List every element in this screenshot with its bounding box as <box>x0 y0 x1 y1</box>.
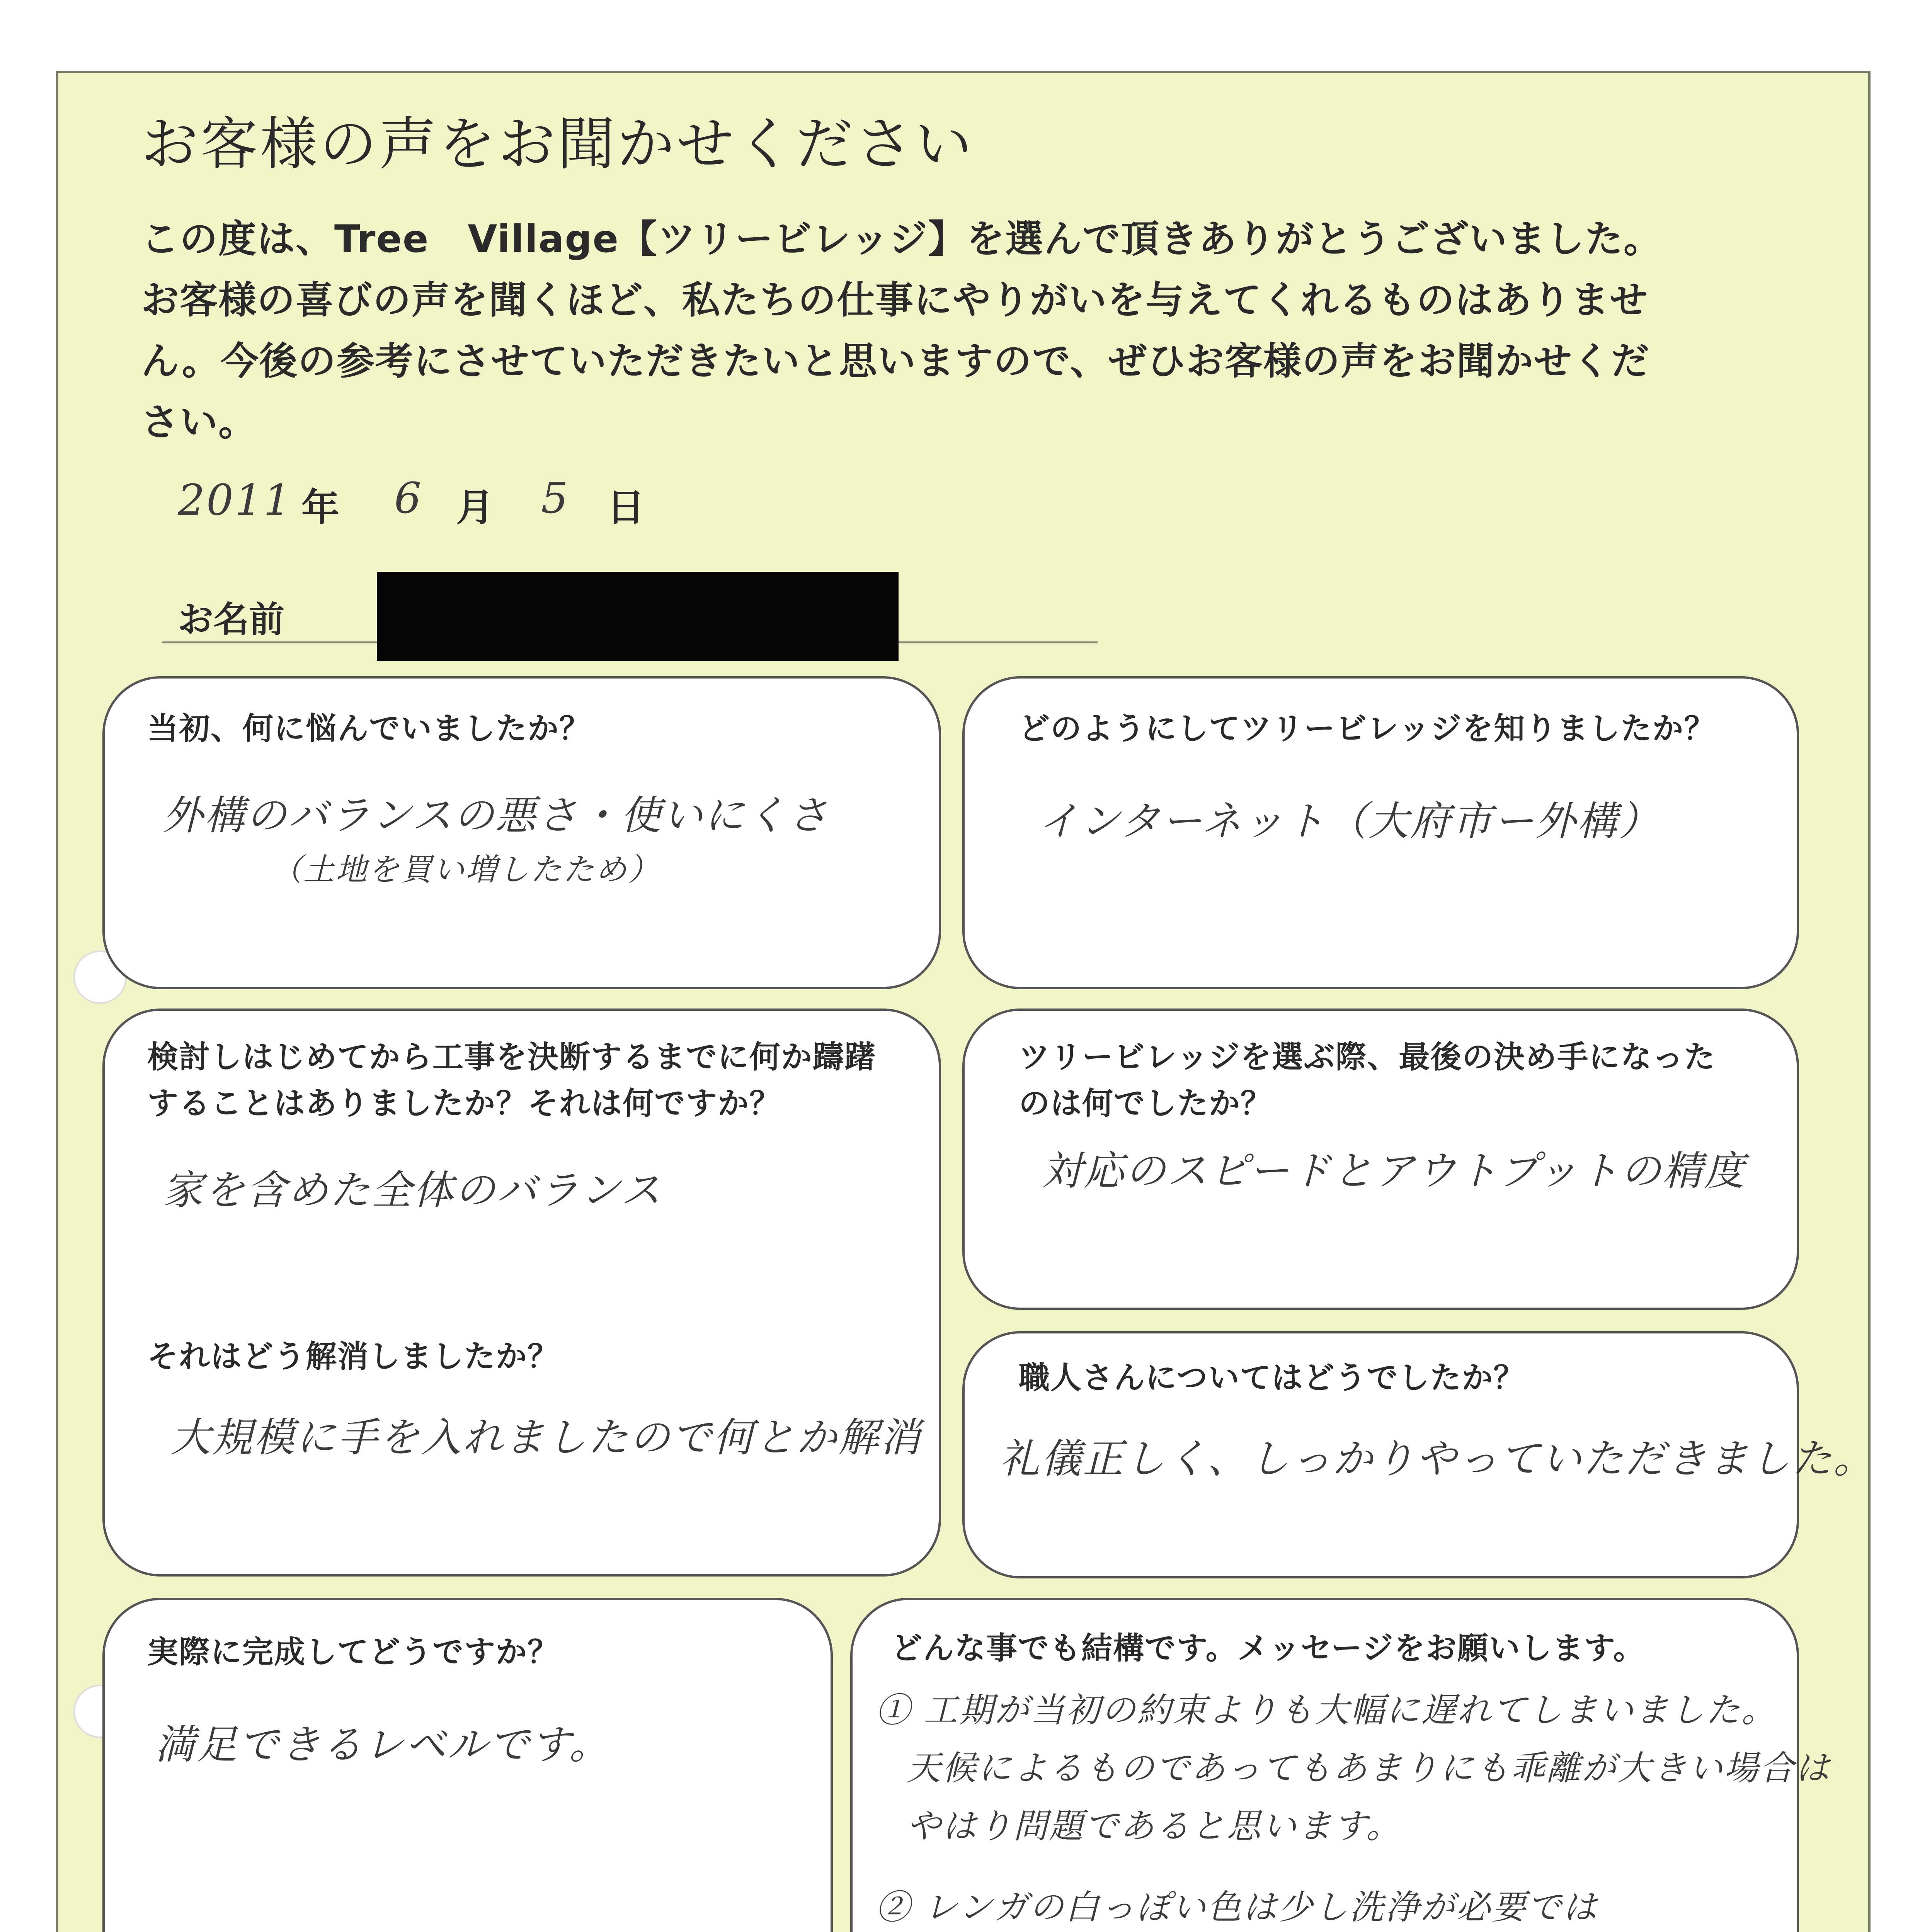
form-title: お客様の声をお聞かせください <box>141 111 974 177</box>
question-label: 職人さんについてはどうでしたか？ <box>1019 1360 1525 1396</box>
intro-line: お客様の喜びの声を聞くほど、私たちの仕事にやりがいを与えてくれるものはありませ <box>141 278 1649 322</box>
answer-text: 家を含めた全体のバランス <box>163 1167 662 1214</box>
date-month: 6 <box>394 473 423 523</box>
answer-text: 礼儀正しく、しっかりやっていただきました。 <box>999 1435 1875 1482</box>
question-label: 検討しはじめてから工事を決断するまでに何か躊躇 <box>147 1039 876 1075</box>
date-year: 2011 <box>178 475 292 525</box>
question-box-completion <box>102 1598 833 1932</box>
name-label: お名前 <box>178 599 285 640</box>
question-box-hesitation <box>102 1009 941 1577</box>
question-box-craftsmen <box>962 1331 1875 1578</box>
question-box-worries <box>102 676 941 989</box>
name-redaction <box>377 572 899 661</box>
question-box-deciding-factor <box>962 1009 1799 1310</box>
date-year-label: 年 <box>301 486 340 530</box>
question-label: 当初、何に悩んでいましたか？ <box>147 711 591 747</box>
date-day-label: 日 <box>607 486 645 530</box>
question-label: のは何でしたか？ <box>1019 1085 1272 1121</box>
question-label: することはありましたか？それは何ですか？ <box>147 1085 781 1121</box>
answer-text: （土地を買い増したため） <box>271 852 660 888</box>
question-label: どんな事でも結構です。メッセージをお願いします。 <box>891 1630 1645 1666</box>
answer-text: 対応のスピードとアウトプットの精度 <box>1042 1147 1746 1194</box>
answer-text: 満足できるレベルです。 <box>155 1721 611 1768</box>
answer-text: 天候によるものであってもあまりにも乖離が大きい場合は <box>907 1748 1831 1788</box>
question-box-how-known <box>962 676 1799 989</box>
question-box-message <box>850 1598 1831 1932</box>
intro-line: さい。 <box>141 400 257 444</box>
date-day: 5 <box>541 473 570 523</box>
question-label: ツリービレッジを選ぶ際、最後の決め手になった <box>1019 1039 1716 1075</box>
answer-text: 大規模に手を入れましたので何とか解消 <box>170 1414 922 1461</box>
answer-text: インターネット（大府市ー外構） <box>1038 798 1661 845</box>
question-label: どのようにしてツリービレッジを知りましたか？ <box>1019 711 1716 747</box>
intro-text <box>141 209 1803 453</box>
answer-text: ② レンガの白っぽい色は少し洗浄が必要では <box>876 1887 1598 1927</box>
question-label: それはどう解消しましたか？ <box>147 1338 559 1374</box>
date-month-label: 月 <box>456 486 494 530</box>
intro-line: この度は、Tree Village【ツリービレッジ】を選んで頂きありがとうございました。 <box>141 217 1663 261</box>
answer-text: ① 工期が当初の約束よりも大幅に遅れてしまいました。 <box>876 1690 1777 1730</box>
answer-text: 外構のバランスの悪さ・使いにくさ <box>163 792 829 839</box>
answer-text: やはり問題であると思います。 <box>907 1806 1402 1846</box>
question-label: 実際に完成してどうですか？ <box>147 1634 559 1670</box>
intro-line: ん。今後の参考にさせていただきたいと思いますので、ぜひお客様の声をお聞かせくだ <box>141 339 1650 383</box>
